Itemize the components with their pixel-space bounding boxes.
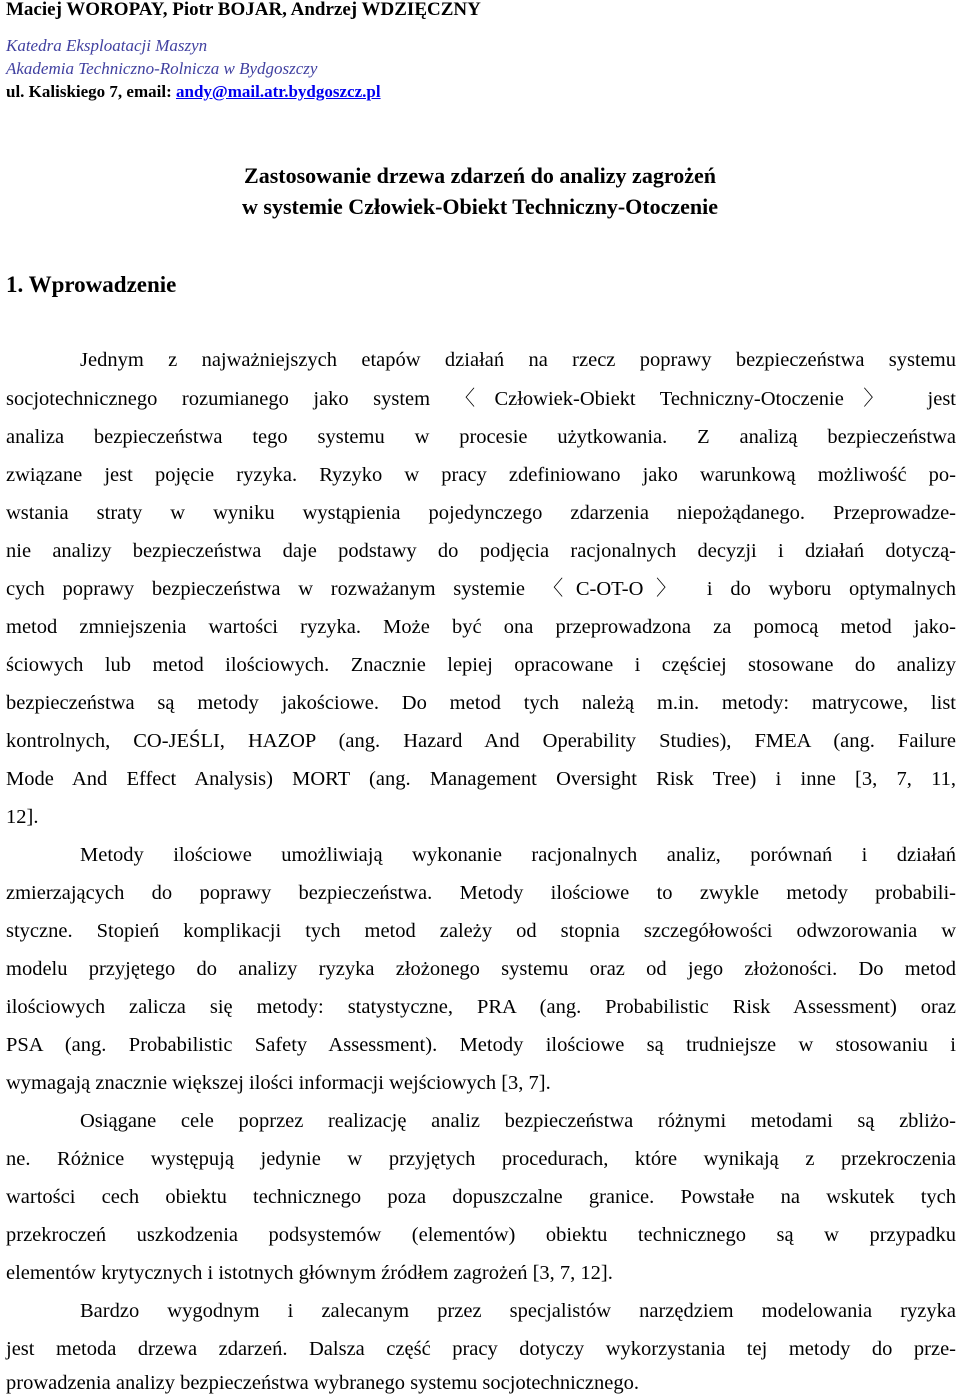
paragraph-line: metod zmniejszenia wartości ryzyka. Może być ona przeprowadzona za pomocą metod jako- — [6, 616, 956, 638]
paragraph-line: socjotechnicznego rozumianego jako system 〈Człowiek-Obiekt Techniczny-Otoczenie〉 jest — [6, 388, 956, 410]
paragraph-line: elementów krytycznych i istotnych głównym źródłem zagrożeń [3, 7, 12]. — [6, 1262, 613, 1284]
paragraph-line: jest metoda drzewa zdarzeń. Dalsza część pracy dotyczy wykorzystania tej metody do prze- — [6, 1338, 956, 1360]
paragraph-line: związane jest pojęcie ryzyka. Ryzyko w pracy zdefiniowano jako warunkową możliwość po- — [6, 464, 956, 486]
paragraph-line: nie analizy bezpieczeństwa daje podstawy do podjęcia racjonalnych decyzji i działań dotyczą- — [6, 540, 956, 562]
paragraph-line: bezpieczeństwa są metody jakościowe. Do metod tych należą m.in. metody: matrycowe, list — [6, 692, 956, 714]
paragraph-line: wartości cech obiektu technicznego poza dopuszczalne granice. Powstałe na wskutek tych — [6, 1186, 956, 1208]
section-heading: 1. Wprowadzenie — [6, 272, 177, 297]
paper-title-line-1: Zastosowanie drzewa zdarzeń do analizy zagrożeń — [244, 163, 716, 188]
paragraph-line: Osiągane cele poprzez realizację analiz bezpieczeństwa różnymi metodami są zbliżo- — [80, 1110, 956, 1132]
paragraph-line: zmierzających do poprawy bezpieczeństwa. Metody ilościowe to zwykle metody probabili- — [6, 882, 956, 904]
paragraph-line: ilościowych zalicza się metody: statystyczne, PRA (ang. Probabilistic Risk Assessment) oraz — [6, 996, 956, 1018]
email-link[interactable]: andy@mail.atr.bydgoszcz.pl — [176, 82, 381, 101]
paragraph-line: analiza bezpieczeństwa tego systemu w procesie użytkowania. Z analizą bezpieczeństwa — [6, 426, 956, 448]
address-line — [6, 83, 381, 100]
affiliation-university: Akademia Techniczno-Rolnicza w Bydgoszczy — [6, 59, 318, 78]
paragraph-line: modelu przyjętego do analizy ryzyka złożonego systemu oraz od jego złożoności. Do metod — [6, 958, 956, 980]
paragraph-line: wstania straty w wyniku wystąpienia pojedynczego zdarzenia niepożądanego. Przeprowadze- — [6, 502, 956, 524]
address-prefix: ul. Kaliskiego 7, email: — [6, 82, 176, 101]
authors: Maciej WOROPAY, Piotr BOJAR, Andrzej WDZIĘCZNY — [6, 0, 481, 20]
paragraph-line: 12]. — [6, 806, 39, 828]
paragraph-line: Mode And Effect Analysis) MORT (ang. Management Oversight Risk Tree) i inne [3, 7, 11, — [6, 768, 956, 790]
paragraph-line: ne. Różnice występują jedynie w przyjętych procedurach, które wynikają z przekroczenia — [6, 1148, 956, 1170]
paragraph-line: przekroczeń uszkodzenia podsystemów (elementów) obiektu technicznego są w przypadku — [6, 1224, 956, 1246]
paragraph-line: wymagają znacznie większej ilości informacji wejściowych [3, 7]. — [6, 1072, 551, 1094]
paragraph-line: Metody ilościowe umożliwiają wykonanie racjonalnych analiz, porównań i działań — [80, 844, 956, 866]
paragraph-line: ściowych lub metod ilościowych. Znacznie lepiej opracowane i częściej stosowane do analizy — [6, 654, 956, 676]
affiliation-department: Katedra Eksploatacji Maszyn — [6, 36, 208, 55]
paragraph-line: cych poprawy bezpieczeństwa w rozważanym systemie 〈C-OT-O〉 i do wyboru optymalnych — [6, 578, 956, 600]
paper-title-line-2: w systemie Człowiek-Obiekt Techniczny-Otoczenie — [242, 194, 718, 219]
paragraph-line: kontrolnych, CO-JEŚLI, HAZOP (ang. Hazard And Operability Studies), FMEA (ang. Failure — [6, 730, 956, 752]
paragraph-line: prowadzenia analizy bezpieczeństwa wybranego systemu socjotechnicznego. — [6, 1372, 639, 1394]
paragraph-line: PSA (ang. Probabilistic Safety Assessment). Metody ilościowe są trudniejsze w stosowaniu i — [6, 1034, 956, 1056]
paragraph-line: Bardzo wygodnym i zalecanym przez specjalistów narzędziem modelowania ryzyka — [80, 1300, 956, 1322]
paragraph-line: Jednym z najważniejszych etapów działań na rzecz poprawy bezpieczeństwa systemu — [80, 349, 956, 371]
paragraph-line: styczne. Stopień komplikacji tych metod zależy od stopnia szczegółowości odwzorowania w — [6, 920, 956, 942]
